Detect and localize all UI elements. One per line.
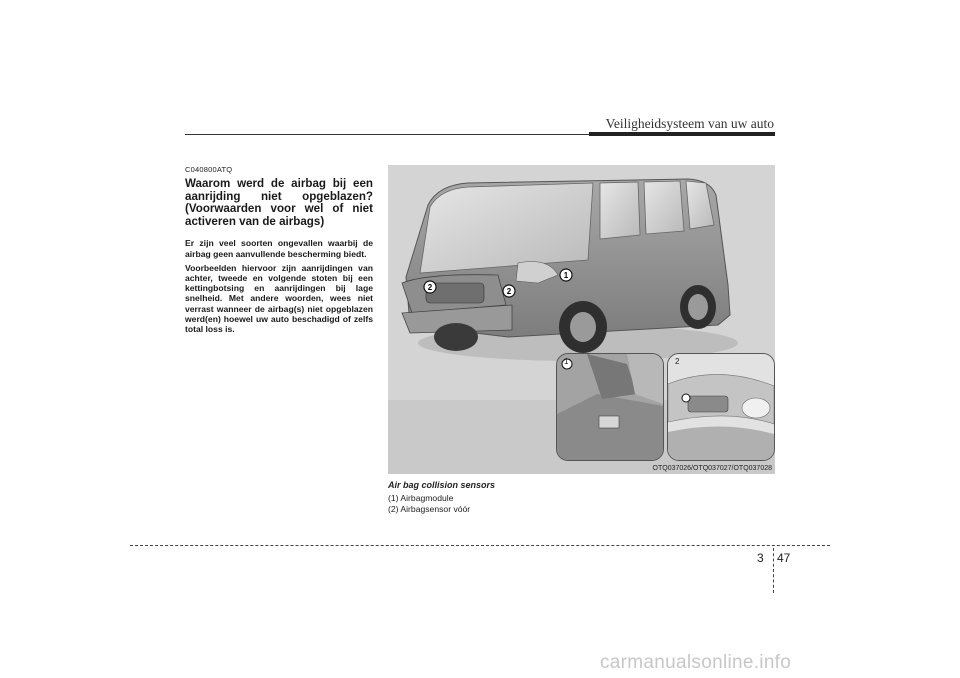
section-text — [185, 165, 373, 338]
callout-2-right: 2 — [506, 287, 512, 296]
caption-title: Air bag collision sensors — [388, 480, 496, 490]
figure-code: OTQ037026/OTQ037027/OTQ037028 — [652, 465, 772, 472]
callout-1: 1 — [563, 271, 569, 280]
watermark: carmanualsonline.info — [600, 652, 792, 673]
inset-label-1: 1 — [564, 357, 569, 366]
section-heading: Waarom werd de airbag bij een aanrijding niet opgeblazen? (Voorwaarden voor wel of niet activeren van de airbags) — [185, 177, 373, 228]
chapter-number: 3 — [757, 551, 764, 565]
paragraph: Er zijn veel soorten ongevallen waarbij de airbag geen aanvullende bescherming biedt. — [185, 238, 373, 259]
inset-label-2: 2 — [675, 357, 680, 366]
paragraph: Voorbeelden hiervoor zijn aanrijdingen van achter, tweede en volgende stoten bij een kettingbotsing en aanrijdingen bij lage snelheid. Met andere woorden, wees niet verrast wanneer de airbag(s) niet opgeblazen werd(en) hoewel uw auto beschadigd of zelfs total loss is. — [185, 262, 373, 334]
header-rule-accent — [589, 132, 775, 136]
caption-item: (1) Airbagmodule — [388, 493, 454, 503]
vehicle-illustration — [388, 165, 775, 474]
footer-divider — [773, 548, 774, 593]
callout-2-left: 2 — [427, 283, 433, 292]
section-code: C040800ATQ — [185, 165, 233, 174]
inset-airbag-module — [556, 353, 664, 461]
footer-rule — [130, 545, 830, 546]
figure-caption — [388, 480, 775, 515]
running-header: Veiligheidsysteem van uw auto — [605, 116, 774, 131]
inset-front-sensor — [667, 353, 775, 461]
page-number: 47 — [777, 551, 791, 565]
caption-item: (2) Airbagsensor vóór — [388, 504, 471, 514]
